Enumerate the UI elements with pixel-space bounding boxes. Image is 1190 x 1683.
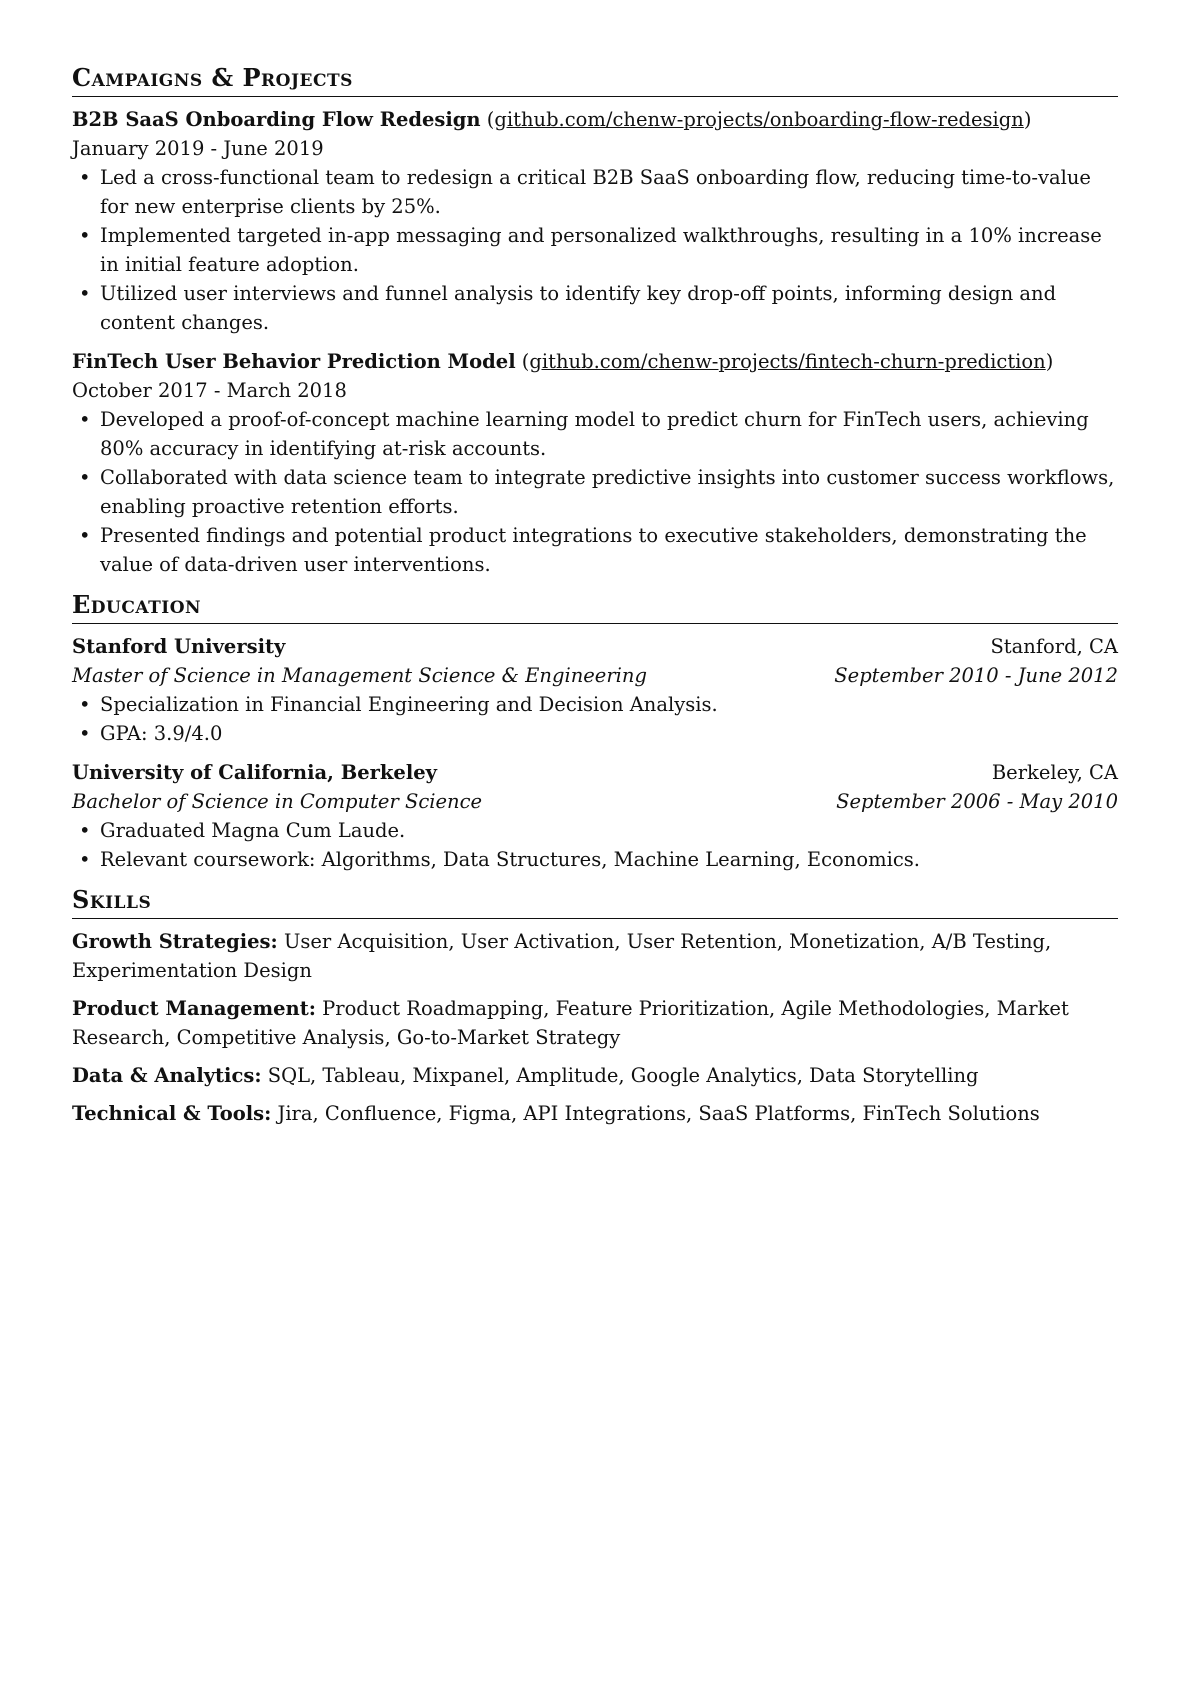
education-dates: September 2010 - June 2012 bbox=[834, 664, 1118, 687]
bullet-item: • Relevant coursework: Algorithms, Data Structures, Machine Learning, Economics. bbox=[72, 845, 1118, 874]
project-name: B2B SaaS Onboarding Flow Redesign bbox=[72, 108, 481, 131]
project-link[interactable]: github.com/chenw-projects/fintech-churn-prediction bbox=[529, 350, 1046, 373]
section-title-projects: Campaigns & Projects bbox=[72, 62, 1118, 97]
education-header bbox=[72, 758, 1118, 787]
skill-row bbox=[72, 1099, 1118, 1128]
degree-name: Bachelor of Science in Computer Science bbox=[72, 790, 483, 813]
section-title-skills: Skills bbox=[72, 884, 1118, 919]
projects-section bbox=[72, 62, 1118, 579]
project-link[interactable]: github.com/chenw-projects/onboarding-flow-redesign bbox=[494, 108, 1024, 131]
bullet-item: • Led a cross-functional team to redesign a critical B2B SaaS onboarding flow, reducing time-to-value for new enterprise clients by 25%. bbox=[72, 163, 1118, 221]
project-entry bbox=[72, 347, 1118, 579]
skill-value: Jira, Confluence, Figma, API Integrations, SaaS Platforms, FinTech Solutions bbox=[277, 1102, 1040, 1125]
education-section bbox=[72, 589, 1118, 874]
bullet-item: • Presented findings and potential product integrations to executive stakeholders, demonstrating the value of data-driven user interventions. bbox=[72, 521, 1118, 579]
education-dates: September 2006 - May 2010 bbox=[836, 790, 1118, 813]
education-entry bbox=[72, 632, 1118, 748]
degree-name: Master of Science in Management Science & Engineering bbox=[72, 664, 647, 687]
skills-section bbox=[72, 884, 1118, 1128]
skill-row bbox=[72, 927, 1118, 985]
bullet-item: • Graduated Magna Cum Laude. bbox=[72, 816, 1118, 845]
section-title-education: Education bbox=[72, 589, 1118, 624]
skill-value: SQL, Tableau, Mixpanel, Amplitude, Google Analytics, Data Storytelling bbox=[267, 1064, 979, 1087]
education-entry bbox=[72, 758, 1118, 874]
skill-row bbox=[72, 1061, 1118, 1090]
skill-label: Product Management: bbox=[72, 997, 316, 1020]
skill-label: Growth Strategies: bbox=[72, 930, 278, 953]
bullet-item: • Collaborated with data science team to integrate predictive insights into customer success workflows, enabling proactive retention efforts. bbox=[72, 463, 1118, 521]
project-bullets bbox=[72, 163, 1118, 337]
project-bullets bbox=[72, 405, 1118, 579]
project-dates: January 2019 - June 2019 bbox=[72, 137, 324, 160]
bullet-item: • Specialization in Financial Engineering and Decision Analysis. bbox=[72, 690, 1118, 719]
skill-row bbox=[72, 994, 1118, 1052]
project-entry bbox=[72, 105, 1118, 337]
project-dates: October 2017 - March 2018 bbox=[72, 379, 347, 402]
project-name: FinTech User Behavior Prediction Model bbox=[72, 350, 516, 373]
project-header: B2B SaaS Onboarding Flow Redesign (github.com/chenw-projects/onboarding-flow-redesign) January 2019 - June 2019 bbox=[72, 108, 1038, 160]
school-location: Stanford, CA bbox=[990, 635, 1118, 658]
degree-row bbox=[72, 787, 1118, 816]
skill-value: User Acquisition, User Activation, User Retention, Monetization, A/B Testing, Experimentation Design bbox=[72, 930, 1052, 982]
bullet-item: • GPA: 3.9/4.0 bbox=[72, 719, 1118, 748]
education-header bbox=[72, 632, 1118, 661]
skill-label: Technical & Tools: bbox=[72, 1102, 272, 1125]
project-header: FinTech User Behavior Prediction Model (github.com/chenw-projects/fintech-churn-prediction) October 2017 - March 2018 bbox=[72, 350, 1060, 402]
school-name: Stanford University bbox=[72, 635, 286, 658]
education-bullets bbox=[72, 690, 1118, 748]
school-name: University of California, Berkeley bbox=[72, 761, 437, 784]
bullet-item: • Implemented targeted in-app messaging and personalized walkthroughs, resulting in a 10% increase in initial feature adoption. bbox=[72, 221, 1118, 279]
bullet-item: • Utilized user interviews and funnel analysis to identify key drop-off points, informing design and content changes. bbox=[72, 279, 1118, 337]
degree-row bbox=[72, 661, 1118, 690]
school-location: Berkeley, CA bbox=[991, 761, 1118, 784]
education-bullets bbox=[72, 816, 1118, 874]
skill-label: Data & Analytics: bbox=[72, 1064, 262, 1087]
skill-value: Product Roadmapping, Feature Prioritization, Agile Methodologies, Market Research, Competitive Analysis, Go-to-Market Strategy bbox=[72, 997, 1069, 1049]
bullet-item: • Developed a proof-of-concept machine learning model to predict churn for FinTech users, achieving 80% accuracy in identifying at-risk accounts. bbox=[72, 405, 1118, 463]
